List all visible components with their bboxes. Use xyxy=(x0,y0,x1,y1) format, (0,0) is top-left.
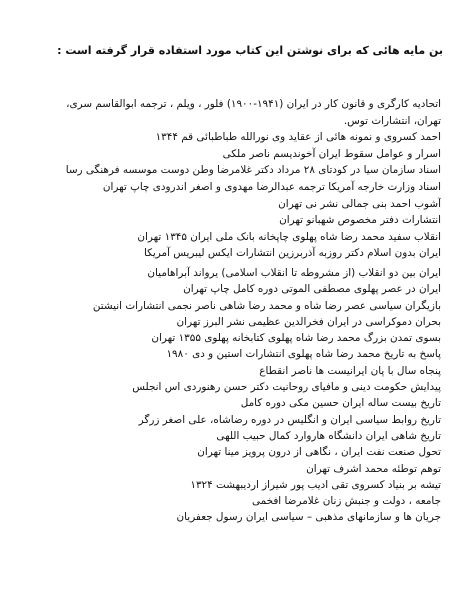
references-heading: بن مایه هائی که برای نوشتن این کتاب مورد استفاده قرار گرفته است : xyxy=(57,44,443,57)
reference-entry: بحران دموکراسی در ایران فخرالدین عظیمی نشر البرز تهران xyxy=(176,315,441,328)
reference-list-group-1 xyxy=(11,96,441,262)
reference-entry: آشوب احمد بنی جمالی نشر نی تهران xyxy=(278,197,441,210)
reference-entry: ایران در عصر پهلوی مصطفی الموتی دوره کامل چاپ تهران xyxy=(183,283,441,296)
reference-entry: انقلاب سفید محمد رضا شاه پهلوی چاپخانه بانک ملی ایران ۱۳۴۵ تهران xyxy=(137,230,441,243)
reference-entry: تاریخ روابط سیاسی ایران و انگلیس در دوره رضاشاه، علی اصغر زرگر xyxy=(138,413,441,426)
reference-entry: اسرار و عوامل سقوط ایران آخوندیسم ناصر ملکی xyxy=(222,147,441,160)
reference-list-group-2 xyxy=(11,265,441,526)
reference-entry: توهم توطئه محمد اشرف تهران xyxy=(306,462,441,475)
reference-entry: ایران بین دو انقلاب (از مشروطه تا انقلاب اسلامی) یرواند آبراهامیان xyxy=(147,267,441,279)
reference-entry: تیشه بر بنیاد کسروی تقی ادیب پور شیراز اردیبهشت ۱۳۲۴ xyxy=(190,478,441,491)
reference-entry: انتشارات دفتر مخصوص شهبانو تهران xyxy=(279,214,441,227)
reference-entry: تحول صنعت نفت ایران ، نگاهی از درون پرویز مینا تهران xyxy=(197,446,441,459)
reference-entry: بازیگران سیاسی عصر رضا شاه و محمد رضا شاهی ناصر نجمی انتشارات انیشتن xyxy=(92,299,441,312)
reference-entry: پاسخ به تاریخ محمد رضا شاه پهلوی انتشارات استین و دی ۱۹۸۰ xyxy=(166,348,441,361)
reference-entry: بسوی تمدن بزرگ محمد رضا شاه پهلوی کتابخانه پهلوی ۱۳۵۵ تهران xyxy=(151,332,441,345)
reference-entry: پنجاه سال با پان ایرانیست ها ناصر انقطاع xyxy=(259,364,441,377)
reference-entry: تاریخ شاهی ایران دانشگاه هاروارد کمال حبیب اللهی xyxy=(216,429,441,442)
reference-entry: تهران، انتشارات توس. xyxy=(343,114,441,127)
reference-entry: جامعه ، دولت و جنبش زنان غلامرضا افخمی xyxy=(251,495,441,508)
reference-entry: احمد کسروی و نمونه هائی از عقاید وی نورالله طباطبائی قم ۱۳۴۴ xyxy=(155,131,441,144)
reference-entry: اتحادیه کارگری و قانون کار در ایران (۱۹۴۱-۱۹۰۰) فلور ، ویلم ، ترجمه ابوالقاسم سری، xyxy=(66,98,441,110)
reference-entry: اسناد سازمان سیا در کودتای ۲۸ مرداد دکتر غلامرضا وطن دوست موسسه فرهنگی رسا xyxy=(65,164,441,177)
reference-entry: ایران بدون اسلام دکتر روزبه آذربرزین انتشارات ایکس لیبریس آمریکا xyxy=(143,247,441,260)
reference-entry: پیدایش حکومت دینی و مافیای روحانیت دکتر حسن رهنوردی اس انجلس xyxy=(132,381,441,394)
reference-entry: جریان ها و سازمانهای مذهبی – سیاسی ایران رسول جعفریان xyxy=(176,511,441,524)
reference-entry: تاریخ بیست ساله ایران حسین مکی دوره کامل xyxy=(240,397,441,410)
reference-entry: اسناد وزارت خارجه آمریکا ترجمه عبدالرضا مهدوی و اصغر اندرودی چاپ تهران xyxy=(102,180,441,193)
